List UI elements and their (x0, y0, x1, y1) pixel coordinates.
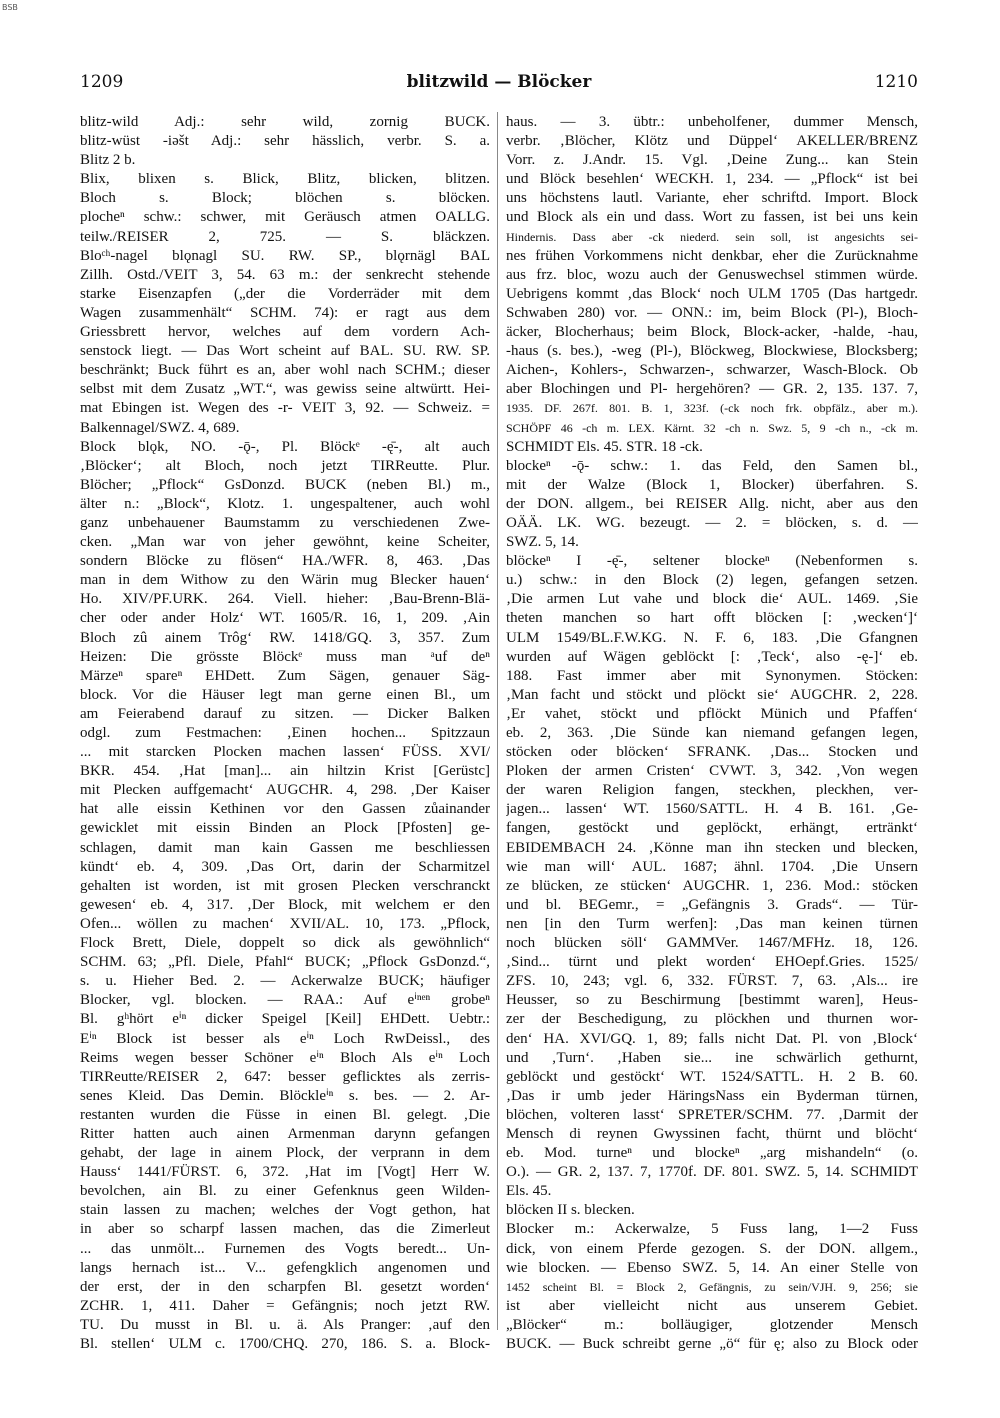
text-line: der erst, der in den scharpfen Bl. gesetzt worden‘ (80, 1278, 490, 1295)
text-line: Ploken der armen Cristen‘ CVWT. 3, 342. ‚Von wegen (506, 763, 918, 780)
text-line: Bloch zû ainem Trôg‘ RW. 1418/GQ. 3, 357. Zum (80, 629, 490, 646)
text-line: und ‚Turn‘. ‚Haben sie... ine schwärlich gethurnt, (506, 1049, 918, 1066)
page-header (80, 72, 918, 96)
text-line: cken. „Man war von jeher gewöhnt, keine Scheiter, (80, 534, 490, 551)
page-title: blitzwild — Blöcker (406, 72, 592, 92)
text-line: beschränkt; Buck führt es an, aber wohl nach SCHM.; dieser (80, 362, 490, 379)
text-line: ‚Sind... türnt und plekt worden‘ EHOepf.Gries. 1525/ (506, 954, 918, 971)
text-line: blöckeⁿ I -ę̄-, seltener blockeⁿ (Nebenformen s. (506, 553, 918, 570)
text-line: selbst mit dem Zusatz „WT.“, was gewiss seine altwürtt. Hei- (80, 381, 490, 398)
text-line: Block blǫk, NO. -ǭ-, Pl. Blöckᵉ -ę̄-, alt auch (80, 438, 490, 455)
text-line: TU. Du musst in Bl. u. ä. Als Pranger: ‚auf den (80, 1316, 490, 1333)
text-line: Wagen zusammenhält“ SCHM. 74): er ragt aus dem (80, 304, 490, 321)
text-line: gewesen‘ eb. 4, 317. ‚Der Block, mit welchem er den (80, 896, 490, 913)
text-line: blockeⁿ -ǭ- schw.: 1. das Feld, den Samen bl., (506, 457, 918, 474)
text-line: zer der Beschedigung, zu plöckhen und thurnen wor- (506, 1011, 918, 1028)
text-line: 1452 scheint Bl. = Block 2, Gefängnis, zu sein/VJH. 9, 256; sie (506, 1279, 918, 1294)
text-line: eb. 2, 363. ‚Die Sünde kan niemand gefangen legen, (506, 725, 918, 741)
text-line: Blix, blixen s. Blick, Blitz, blicken, blitzen. (80, 171, 490, 188)
text-line: ‚Man facht und stöckt und plöckt sie‘ AUGCHR. 2, 228. (506, 686, 918, 703)
text-line: Uebrigens kommt ‚das Block‘ noch ULM 1705 (Das hartgedr. (506, 285, 918, 302)
text-line: Els. 45. (506, 1183, 552, 1200)
right-text-column (506, 113, 918, 1354)
text-line: BKR. 454. ‚Hat [man]... ain hiltzin Krist [Gerüstc] (80, 763, 490, 780)
text-line: ‚Die armen Lut vahe und block die‘ AUL. 1469. ‚Sie (506, 591, 918, 608)
text-line: kündt‘ eb. 4, 309. ‚Das Ort, darin der Scharmitzel (80, 858, 490, 875)
text-line: -haus (s. bes.), -weg (Pl-), Blöckweg, Blockwiese, Blocksberg; (506, 343, 918, 360)
text-line: TIRReutte/REISER 2, 647: besser geflicktes als zerris- (80, 1068, 490, 1085)
text-line: Mensch di reynen Gwyssinen facht, thürnt und blöcht‘ (506, 1125, 918, 1142)
text-line: aber Blochingen und Pl- hergehören? — GR. 2, 135. 137. 7, (506, 381, 918, 398)
text-line: cher oder ander Holz‘ WT. 1605/R. 16, 1, 209. ‚Ain (80, 610, 490, 627)
text-line: noch blücken söll‘ GAMMVer. 1467/MFHz. 18, 126. (506, 935, 918, 952)
text-line: uns höchstens lautl. Variante, eher schriftd. Import. Block (506, 190, 918, 207)
text-line: u.) schw.: in den Block (2) legen, gefangen setzen. (506, 572, 918, 589)
text-line: eb. Mod. turneⁿ und blockeⁿ „arg mishandeln“ (o. (506, 1145, 918, 1162)
text-line: SCHÖPF 46 -ch m. LEX. Kärnt. 32 -ch n. Swz. 5, 9 -ch n., -ck m. (506, 420, 918, 435)
library-corner-mark: BSB (2, 3, 18, 12)
text-line: Märzeⁿ spareⁿ EHDett. Zum Sägen, genauer Säg- (80, 667, 490, 684)
text-line: man in dem Withow zu den Wärin mug Blecker hauen‘ (80, 572, 490, 589)
text-line: Eⁱⁿ Block ist besser als eⁱⁿ Loch RwDeissl., des (80, 1030, 490, 1047)
text-line: restanten wurden die Füsse in einen Bl. gelegt. ‚Die (80, 1106, 490, 1123)
text-line: 188. Fast immer aber mit Synonymen. Stöcken: (506, 667, 918, 684)
text-line: Vorr. z. J.Andr. 15. Vgl. ‚Deine Zung... kan Stein (506, 152, 918, 169)
text-line: wurden auf Wägen geblöckt [: ‚Teck‘, also -ę-]‘ eb. (506, 648, 918, 665)
text-line: Hindernis. Dass aber -ck niederd. sein soll, ist angesichts sei- (506, 229, 918, 244)
text-line: Blocker, vgl. blocken. — RAA.: Auf eⁱⁿᵉⁿ grobeⁿ (80, 992, 490, 1009)
text-line: block. Vor die Häuser legt man gerne einen Bl., um (80, 686, 490, 703)
text-line: ze blücken, ze stücken‘ AUGCHR. 1, 236. Mod.: stöcken (506, 877, 918, 894)
text-line: mit Plecken auffgemacht‘ AUGCHR. 4, 298. ‚Der Kaiser (80, 782, 490, 799)
text-line: dick, von einem Pferde gezogen. S. der DON. allgem., (506, 1240, 918, 1257)
text-line: mit der Walze (Block 1, Blocker) überfahren. S. (506, 476, 918, 493)
text-line: Bloᶜʰ-nagel blǫnagl SU. RW. SP., blǫrnägl BAL (80, 247, 490, 264)
text-line: OÄÄ. LK. WG. bezeugt. — 2. = blöcken, s. d. — (506, 514, 918, 531)
text-line: aus frz. bloc, wozu auch der Genuswechsel stimmen würde. (506, 266, 918, 283)
text-line: und bl. BEGemr., = „Gefängnis 3. Grads“. — Tür- (506, 896, 918, 913)
text-line: nen [in den Turm werfen]: ‚Das man keinen türnen (506, 915, 918, 932)
text-line: SCHM. 63; „Pfl. Diele, Pfahl“ BUCK; „Pflock GsDonzd.“, (80, 954, 490, 971)
left-text-column (80, 113, 490, 1354)
text-line: ZCHR. 1, 411. Daher = Gefängnis; noch jetzt RW. (80, 1297, 490, 1314)
text-line: Ho. XIV/PF.URK. 264. Viell. hieher: ‚Bau-Brenn-Blä- (80, 591, 490, 608)
text-line: ‚Blöcker‘; alt Bloch, noch jetzt TIRReutte. Plur. (80, 457, 490, 474)
text-line: schlagen, damit man kain Gassen me beschliessen (80, 839, 490, 856)
text-line: ... das unmölt... Furnemen des Vogts beredt... Un- (80, 1240, 490, 1257)
text-line: langs hernach ist... V... gefengklich angenomen und (80, 1259, 490, 1276)
text-line: ‚Das ir umb jeder HäringsNass ein Byderman türnen, (506, 1087, 918, 1104)
text-line: 1935. DF. 267f. 801. B. 1, 323f. (-ck noch frk. obpfälz., aber m.). (506, 401, 918, 416)
text-line: Blocker m.: Ackerwalze, 5 Fuss lang, 1—2 Fuss (506, 1221, 918, 1238)
text-line: in aber so scharpf lassen machen, das die Zimerleut (80, 1221, 490, 1238)
text-line: gehalten ist worden, ist mit grosen Plecken verschranckt (80, 877, 490, 894)
text-line: Balkennagel/SWZ. 4, 689. (80, 419, 240, 436)
text-line: ULM 1549/BL.F.W.KG. N. F. 6, 183. ‚Die Gfangnen (506, 629, 918, 646)
text-line: haus. — 3. übtr.: unbeholfener, dummer Mensch, (506, 114, 918, 130)
text-line: gehabt, der lage in ainem Plock, der verprann in dem (80, 1145, 490, 1162)
text-line: mat Ebingen ist. Wegen des -r- VEIT 3, 92. — Schweiz. = (80, 400, 490, 417)
text-line: theten manchen so hart offt blöcken [: ‚wecken‘]‘ (506, 610, 918, 627)
text-line: Bl. gʰhört eⁱⁿ dicker Speigel [Keil] EHDett. Uebtr.: (80, 1011, 490, 1028)
text-line: ... mit starcken Plocken machen lassen‘ FÜSS. XVI/ (80, 744, 490, 761)
text-line: Zillh. Ostd./VEIT 3, 54. 63 m.: der senkrecht stehende (80, 266, 490, 283)
text-line: Aichen-, Kohlers-, Schwarzen-, schwarzer, Wasch-Block. Ob (506, 362, 918, 379)
text-line: odgl. zum Festmachen: ‚Einen hochen... Spitzzaun (80, 725, 490, 741)
text-line: Griessbrett hervor, welches auf dem vordern Ach- (80, 324, 490, 341)
text-line: blitz-wild Adj.: sehr wild, zornig BUCK. (80, 114, 490, 130)
text-line: senes Kleid. Das Demin. Blöckleⁱⁿ s. bes. — 2. Ar- (80, 1087, 490, 1104)
text-line: der waren Religion fangen, steckhen, pleckhen, ver- (506, 782, 918, 799)
text-line: teilw./REISER 2, 725. — S. bläckzen. (80, 228, 490, 245)
text-line: Schwaben 280) vor. — ONN.: im, beim Block (Pl-), Bloch- (506, 304, 918, 321)
text-line: nes frühen Vorkommens nicht denkbar, eher die Zurücknahme (506, 247, 918, 264)
text-line: äcker, Blocherhaus; beim Block, Block-acker, -halde, -hau, (506, 324, 918, 341)
text-line: plocheⁿ schw.: schwer, mit Geräusch atmen OALLG. (80, 209, 490, 226)
text-line: Flock Brett, Diele, doppelt so dick als gewöhnlich“ (80, 935, 490, 952)
text-line: Ritter hatten auch ainen Armenman darynn gefangen (80, 1125, 490, 1142)
text-line: bevolchen, ain Bl. zu einer Gefenknus geen Wilden- (80, 1183, 490, 1200)
text-line: s. u. Hieher Bed. 2. — Ackerwalze BUCK; häufiger (80, 973, 490, 990)
page-number-left: 1209 (80, 72, 124, 92)
text-line: jagen... lassen‘ WT. 1560/SATTL. H. 4 B. 161. ‚Ge- (506, 801, 918, 818)
text-line: am Feierabend darauf zu sitzen. — Dicker Balken (80, 705, 490, 722)
text-line: gewicklet mit eissin Binden an Plock [Pfosten] ge- (80, 820, 490, 837)
text-line: senstock liegt. — Das Wort scheint auf BAL. SU. RW. SP. (80, 343, 490, 360)
text-line: wie blocken. — Ebenso SWZ. 5, 14. An einer Stelle von (506, 1259, 918, 1276)
text-line: fangen, gestöckt und geplöckt, erhängt, ertränkt‘ (506, 820, 918, 837)
text-line: sondern Blöcke zu flösen“ HA./WFR. 8, 463. ‚Das (80, 553, 490, 570)
text-line: Heusser, so zu Beschirmung [bestimmt waren], Heus- (506, 992, 918, 1009)
text-line: BUCK. — Buck schreibt gerne „ö“ für ę; also zu Block oder (506, 1336, 918, 1352)
text-line: Ofen... wöllen zu machen‘ XVII/AL. 10, 173. „Pflock, (80, 915, 490, 932)
text-line: „Blöcker“ m.: bolläugiger, glotzender Mensch (506, 1316, 918, 1333)
text-line: ganz unbehauener Baumstamm zu verschiedenen Zwe- (80, 514, 490, 531)
text-line: stöcken oder blöcken‘ SFRANK. ‚Das... Stocken und (506, 744, 918, 761)
text-line: Bl. stellen‘ ULM c. 1700/CHQ. 270, 186. S. a. Block- (80, 1336, 490, 1352)
text-line: geblöckt und gestöckt‘ WT. 1524/SATTL. H. 2 B. 60. (506, 1068, 918, 1085)
text-line: hat alle eissin Kethinen vor den Gassen zůainander (80, 801, 490, 818)
text-line: SCHMIDT Els. 45. STR. 18 -ck. (506, 438, 703, 455)
text-line: Hauss‘ 1441/FÜRST. 6, 372. ‚Hat im [Vogt] Herr W. (80, 1164, 490, 1181)
text-line: Bloch s. Block; blöchen s. blöcken. (80, 190, 490, 207)
text-line: älter n.: „Block“, Klotz. 1. ungespaltener, auch wohl (80, 495, 490, 512)
text-line: ist aber vielleicht nicht aus unserem Gebiet. (506, 1297, 918, 1314)
text-line: Heizen: Die grösste Blöckᵉ muss man ᵃuf deⁿ (80, 648, 490, 665)
text-line: ZFS. 10, 243; vgl. 6, 332. FÜRST. 7, 63. ‚Als... ire (506, 973, 918, 990)
text-line: Reims wegen besser Schöner eⁱⁿ Bloch Als eⁱⁿ Loch (80, 1049, 490, 1066)
page-number-right: 1210 (874, 72, 918, 92)
column-divider (497, 112, 498, 1330)
text-line: ‚Er vahet, stöckt und pflöckt Münich und Pfaffen‘ (506, 705, 918, 722)
text-line: und Block als ein und dass. Wort zu fassen, ist bei uns kein (506, 209, 918, 226)
text-line: stain lassen zu machen; welches der Vogt gethon, hat (80, 1202, 490, 1219)
text-line: Blitz 2 b. (80, 152, 136, 169)
text-line: O.). — GR. 2, 137. 7, 1770f. DF. 801. SWZ. 5, 14. SCHMIDT (506, 1164, 918, 1181)
text-line: blöcken II s. blecken. (506, 1202, 635, 1219)
text-line: EBIDEMBACH 24. ‚Könne man ihn stecken und blecken, (506, 839, 918, 856)
text-line: SWZ. 5, 14. (506, 534, 579, 551)
text-line: starke Eisenzapfen („der die Vorderräder mit dem (80, 285, 490, 302)
text-line: der DON. allgem., bei REISER Allg. nicht, aber aus den (506, 495, 918, 512)
text-line: blöchen, volteren lasst‘ SPRETER/SCHM. 77. ‚Darmit der (506, 1106, 918, 1123)
text-line: verbr. ‚Blöcher, Klötz und Düppel‘ AKELLER/BRENZ (506, 133, 918, 150)
text-line: und Blöck besehlen‘ WECKH. 1, 234. — „Pflock“ ist bei (506, 171, 918, 188)
text-line: Blöcher; „Pflock“ GsDonzd. BUCK (neben Bl.) m., (80, 476, 490, 493)
text-line: blitz-wüst -iəšt Adj.: sehr hässlich, verbr. S. a. (80, 133, 490, 150)
text-line: den‘ HA. XVI/GQ. 1, 89; falls nicht Dat. Pl. von ‚Block‘ (506, 1030, 918, 1047)
text-line: wie man will‘ AUL. 1687; ähnl. 1704. ‚Die Unsern (506, 858, 918, 875)
